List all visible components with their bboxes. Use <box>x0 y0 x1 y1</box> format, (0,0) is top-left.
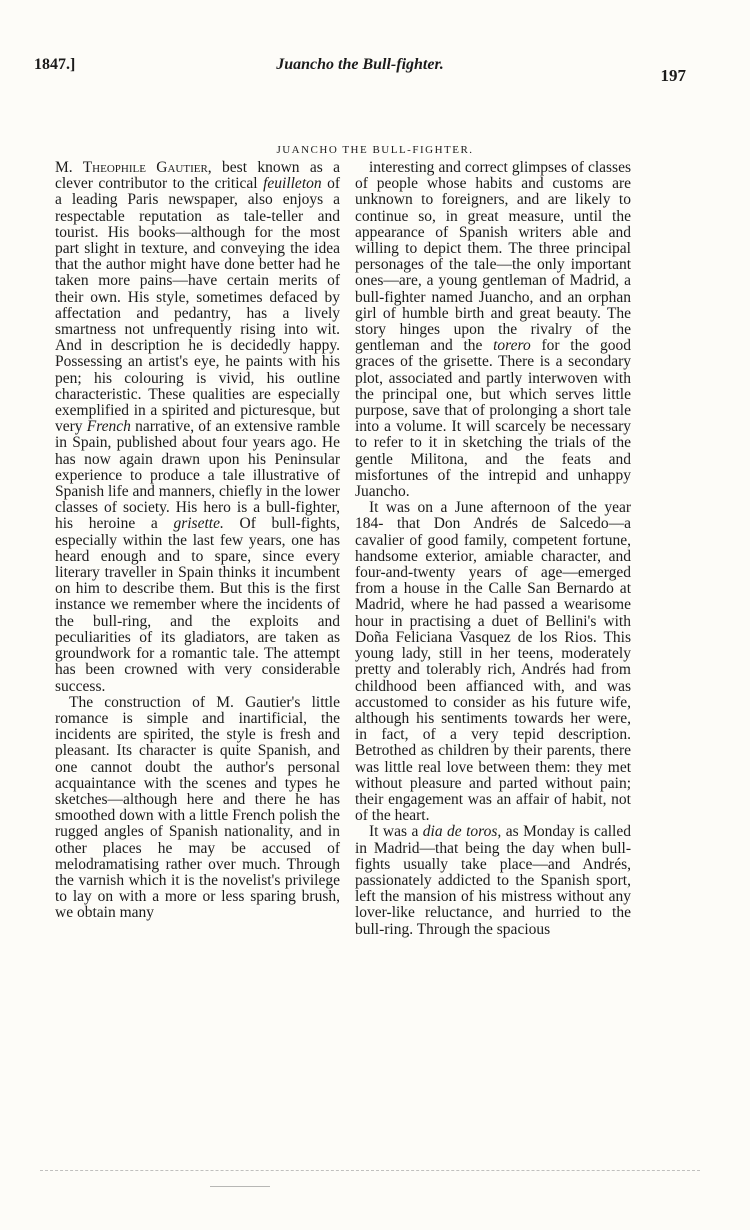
page-bottom-rule <box>40 1170 700 1171</box>
paragraph <box>355 500 631 824</box>
text-run: best known as a clever contributor to the critical <box>55 159 340 193</box>
paragraph <box>55 695 340 922</box>
text-run: The construction of M. Gautier's little romance is simple and inartificial, the incidents are spirited, the style is fresh and pleasant. Its character is quite Spanish, and one cannot doubt the author's personal acquaintance with the scenes and types he sketches—although here and there he has smoothed down with a little French polish the rugged angles of Spanish nationality, and in other places he may be accused of melodramatising rather over much. Through the varnish which it is the novelist's privilege to lay on with a more or less sparing brush, we obtain many <box>55 693 340 922</box>
volume-year: 1847.] <box>34 56 76 73</box>
text-run: Of bull-fights, especially within the last few years, one has heard enough and to spare, since every literary traveller in Spain thinks it incumbent on him to describe them. But this is the first instance we remember where the incidents of the bull-ring, and the exploits and peculiarities of its gladiators, are taken as groundwork for a romantic tale. The attempt has been crowned with very considerable success. <box>55 515 340 695</box>
left-column <box>55 160 340 922</box>
text-run: of a leading Paris newspaper, also enjoys a respectable reputation as tale-teller and tourist. His books—although for the most part slight in texture, and conveying the idea that the author might have done better had he taken more pains—have certain merits of their own. His style, sometimes defaced by affectation and pedantry, has a lively smartness not unfrequently rising into wit. And in description he is decidedly happy. Possessing an artist's eye, he paints with his pen; his colouring is vivid, his outline characteristic. These qualities are especially exemplified in a spirited and picturesque, but very <box>55 175 341 436</box>
page-number: 197 <box>660 66 686 85</box>
text-run: narrative, of an extensive ramble in Spain, published about four years ago. He has now again drawn upon his Peninsular experience to produce a tale illustrative of Spanish life and manners, chiefly in the lower classes of society. His hero is a bull-fighter, his heroine a <box>55 418 340 533</box>
running-title: Juancho the Bull-fighter. <box>276 56 444 73</box>
text-run: It was on a June afternoon of the year 184- that Don Andrés de Salcedo—a cavalier of good family, competent fortune, handsome exterior, amiable character, and four-and-twenty years of age—emerged from a house in the Calle San Bernardo at Madrid, where he had passed a wearisome hour in practising a duet of Bellini's with Doña Feliciana Vasquez de los Rios. This young lady, still in her teens, moderately pretty and tolerably rich, Andrés had from childhood been affianced with, and was accustomed to consider as his future wife, although his sentiments towards her were, in fact, of a very tepid description. Betrothed as children by their parents, there was little real love between them: they met without pleasure and parted without pain; their engagement was an affair of habit, not of the heart. <box>355 499 631 825</box>
text-run: interesting and correct glimpses of classes of people whose habits and customs are unknown to foreigners, and are likely to continue so, in great measure, until the appearance of Spanish writers able and willing to depict them. The three principal personages of the tale—the only important ones—are, a young gentleman of Madrid, a bull-fighter named Juancho, and an orphan girl of humble birth and great beauty. The story hinges upon the rivalry of the gentleman and the <box>355 159 631 355</box>
text-run: for the good graces of the grisette. There is a secondary plot, associated and partly interwoven with the principal one, but which serves little purpose, save that of prolonging a short tale into a volume. It will scarcely be necessary to refer to it in sketching the trials of the gentle Militona, and the feats and misfortunes of the intrepid and unhappy Juancho. <box>355 337 631 501</box>
right-column <box>355 160 631 938</box>
italic-term: torero <box>493 337 531 355</box>
italic-term: dia de toros, <box>422 823 502 841</box>
paragraph <box>355 160 631 500</box>
paragraph <box>55 160 340 695</box>
author-lead: M. Theophile Gautier, <box>55 159 212 176</box>
paragraph <box>355 824 631 937</box>
running-header <box>34 56 686 86</box>
italic-term: feuilleton <box>263 175 322 193</box>
text-run: as Monday is called in Madrid—that being the day when bull-fights usually take place—and Andrés, passionately addicted to the Spanish sport, left the mansion of his mistress without any lover-like reluctance, and hurried to the bull-ring. Through the spacious <box>355 823 631 938</box>
italic-term: grisette. <box>173 515 224 533</box>
page-bottom-rule-short <box>210 1186 270 1187</box>
article-title: JUANCHO THE BULL-FIGHTER. <box>276 144 474 156</box>
italic-term: French <box>86 418 131 436</box>
text-run: It was a <box>369 823 423 841</box>
